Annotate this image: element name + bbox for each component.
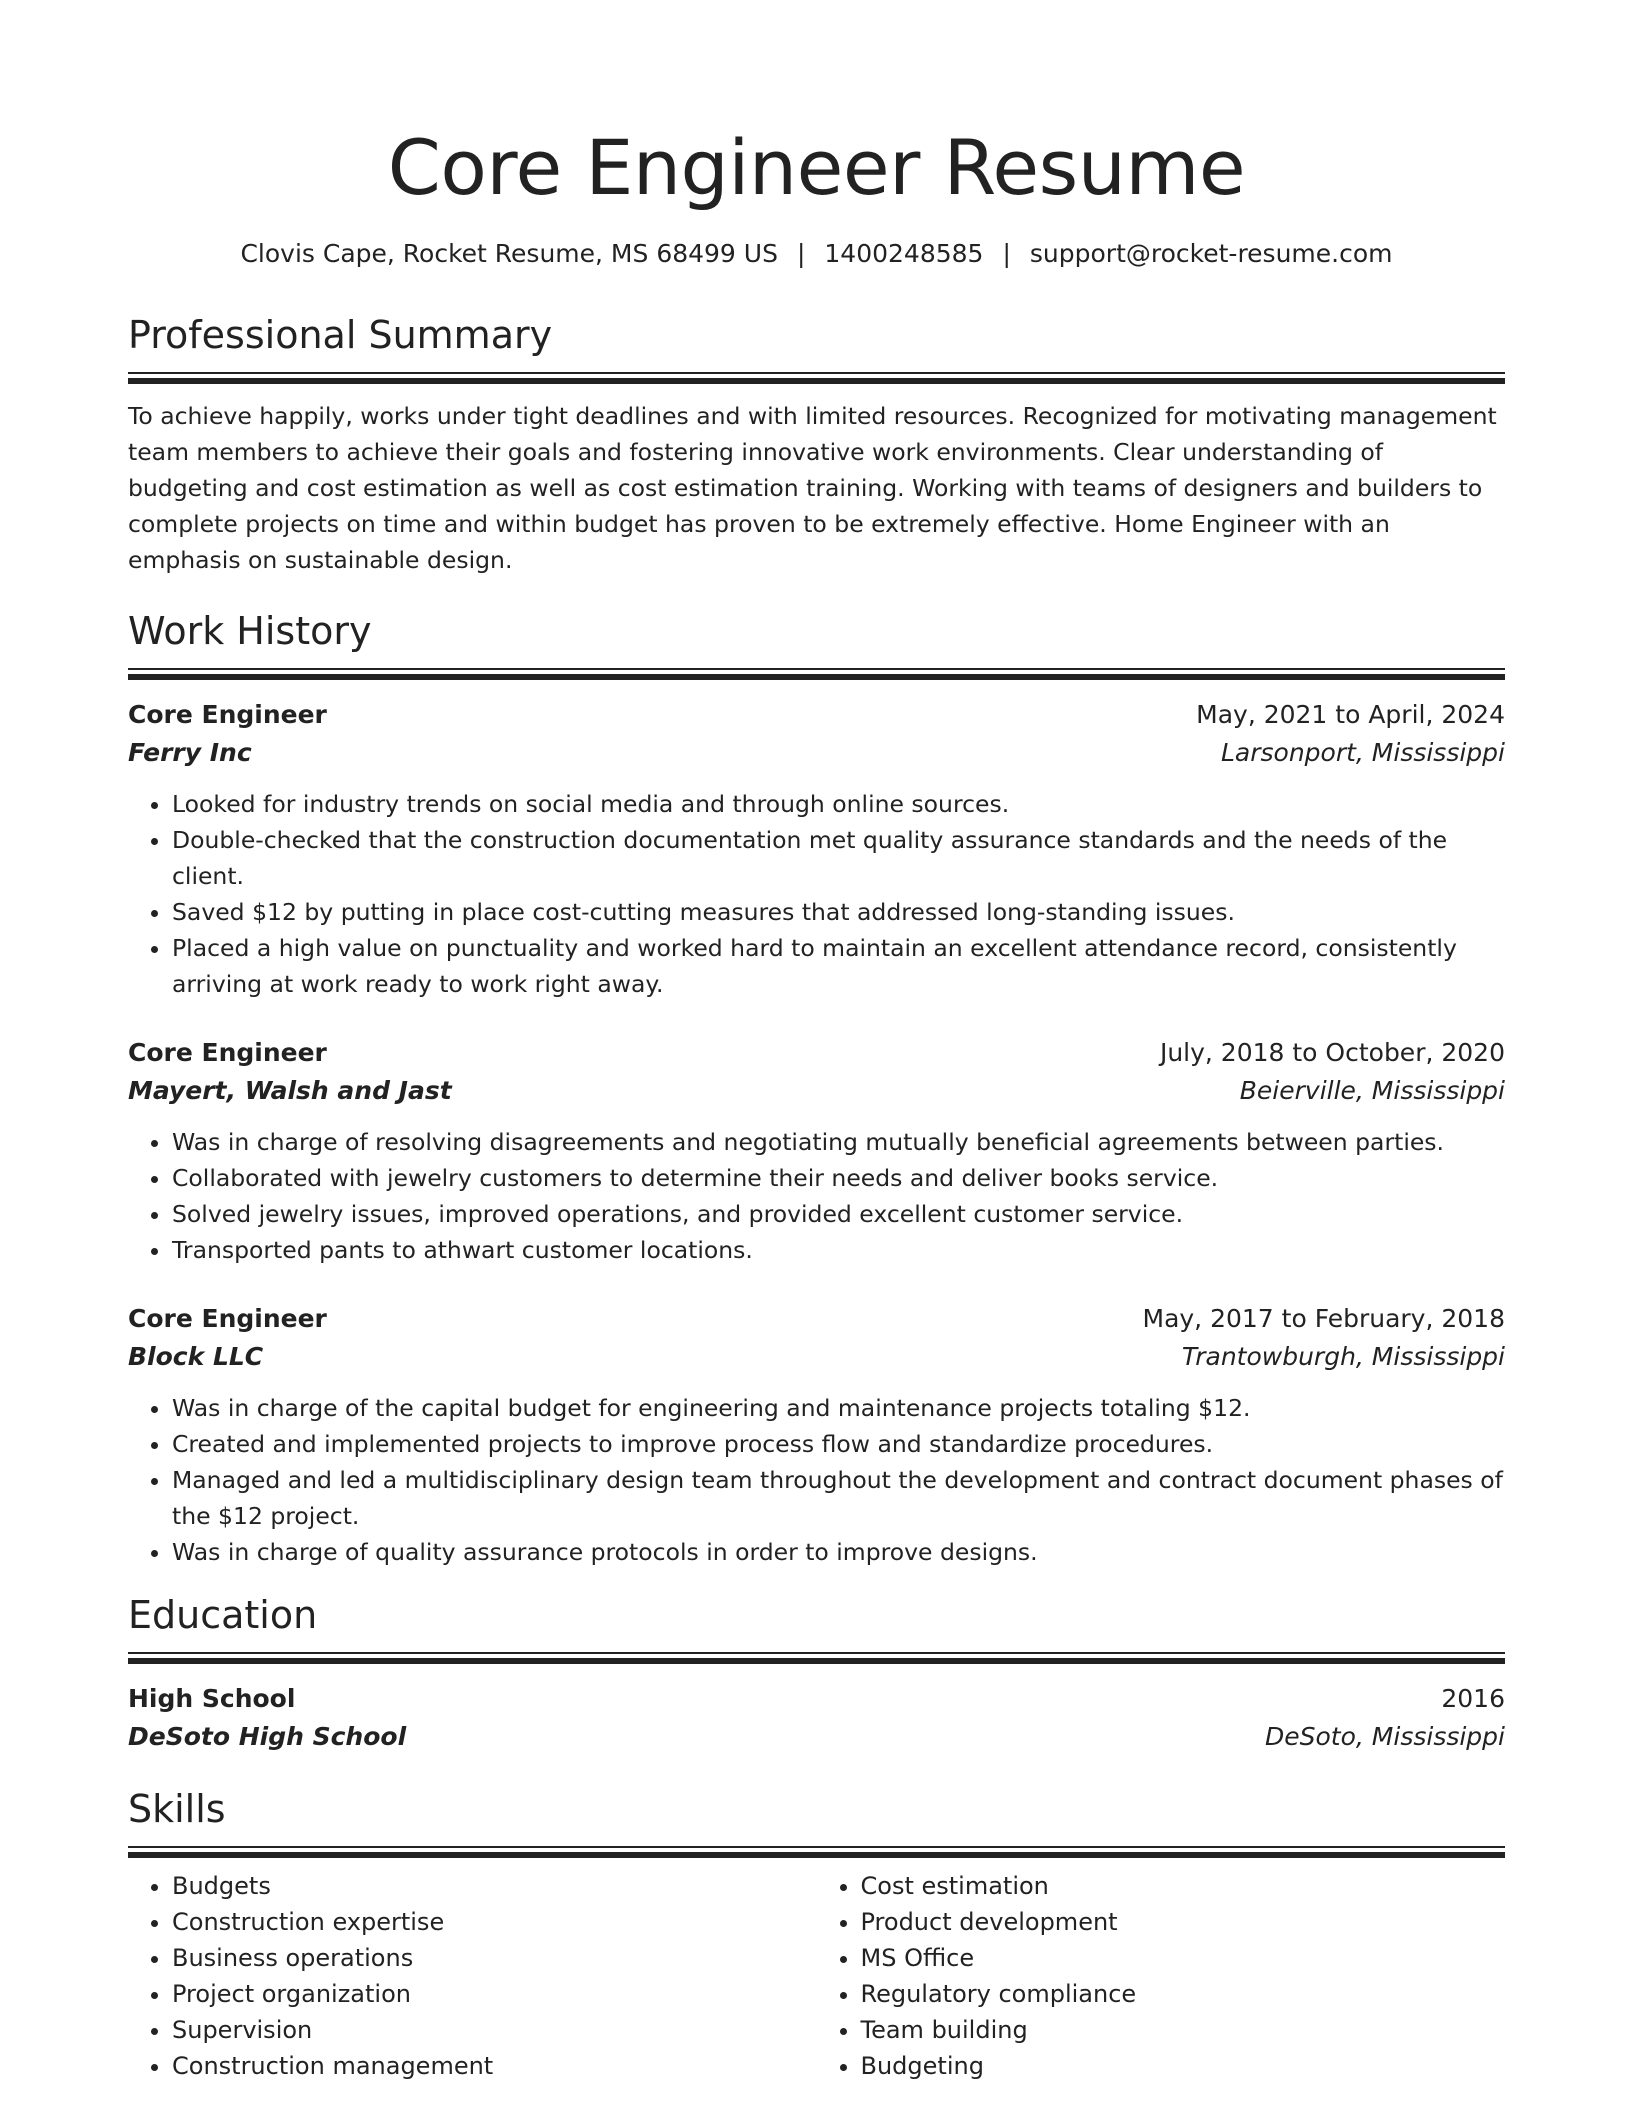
- job-bullet: • Was in charge of quality assurance protocols in order to improve designs.: [172, 1534, 1505, 1570]
- contact-address: Clovis Cape, Rocket Resume, MS 68499 US: [240, 239, 778, 268]
- skill-item: • Supervision: [172, 2012, 817, 2048]
- job-company: Ferry Inc: [128, 738, 252, 767]
- job-company: Mayert, Walsh and Jast: [128, 1076, 452, 1105]
- skill-item: • MS Office: [861, 1940, 1506, 1976]
- skill-item: • Business operations: [172, 1940, 817, 1976]
- job-bullet: • Double-checked that the construction documentation met quality assurance standards and the needs of the client.: [172, 822, 1505, 894]
- job-title: Core Engineer: [128, 1304, 327, 1333]
- job-bullet: • Saved $12 by putting in place cost-cutting measures that addressed long-standing issues.: [172, 894, 1505, 930]
- skill-item: • Regulatory compliance: [861, 1976, 1506, 2012]
- job-bullets: [128, 786, 1505, 1002]
- job-bullet: • Created and implemented projects to improve process flow and standardize procedures.: [172, 1426, 1505, 1462]
- skill-item: • Cost estimation: [861, 1868, 1506, 1904]
- section-divider: [128, 1652, 1505, 1664]
- skill-item: • Budgets: [172, 1868, 817, 1904]
- job-bullets: [128, 1390, 1505, 1570]
- section-divider: [128, 668, 1505, 680]
- job-location: Beierville, Mississippi: [1239, 1076, 1505, 1105]
- job-location: Trantowburgh, Mississippi: [1181, 1342, 1505, 1371]
- job-bullet: • Was in charge of the capital budget for engineering and maintenance projects totaling $12.: [172, 1390, 1505, 1426]
- summary-text: To achieve happily, works under tight deadlines and with limited resources. Recognized for motivating management team members to achieve their goals and fostering innovative work environments. Clear understanding of budgeting and cost estimation as well as cost estimation training. Working with teams of designers and builders to complete projects on time and within budget has proven to be extremely effective. Home Engineer with an emphasis on sustainable design.: [128, 402, 1497, 574]
- job-bullet: • Transported pants to athwart customer locations.: [172, 1232, 1505, 1268]
- contact-phone: 1400248585: [824, 239, 984, 268]
- section-title-work-history: Work History: [128, 609, 372, 653]
- work-history-section: [128, 606, 1505, 1570]
- job-dates: May, 2021 to April, 2024: [1196, 700, 1505, 729]
- contact-separator: |: [796, 239, 806, 268]
- job-bullet: • Was in charge of resolving disagreements and negotiating mutually beneficial agreements between parties.: [172, 1124, 1505, 1160]
- section-divider: [128, 1846, 1505, 1858]
- job-entry: [128, 696, 1505, 1002]
- job-bullet: • Solved jewelry issues, improved operations, and provided excellent customer service.: [172, 1196, 1505, 1232]
- job-dates: May, 2017 to February, 2018: [1142, 1304, 1505, 1333]
- job-entry: [128, 1034, 1505, 1268]
- job-title: Core Engineer: [128, 1038, 327, 1067]
- skill-item: • Construction expertise: [172, 1904, 817, 1940]
- job-bullet: • Placed a high value on punctuality and worked hard to maintain an excellent attendance record, consistently arriving at work ready to work right away.: [172, 930, 1505, 1002]
- job-entry: [128, 1300, 1505, 1570]
- skills-list-right: [817, 1868, 1506, 2084]
- education-section: [128, 1590, 1505, 1756]
- skill-item: • Team building: [861, 2012, 1506, 2048]
- education-entry: [128, 1680, 1505, 1756]
- job-bullet: • Managed and led a multidisciplinary design team throughout the development and contract document phases of the $12 project.: [172, 1462, 1505, 1534]
- job-company: Block LLC: [128, 1342, 264, 1371]
- job-bullet: • Collaborated with jewelry customers to determine their needs and deliver books service.: [172, 1160, 1505, 1196]
- education-degree: High School: [128, 1684, 296, 1713]
- skills-list-left: [128, 1868, 817, 2084]
- contact-email: support@rocket-resume.com: [1029, 239, 1393, 268]
- section-title-summary: Professional Summary: [128, 313, 553, 357]
- skill-item: • Project organization: [172, 1976, 817, 2012]
- skills-columns: [128, 1868, 1505, 2084]
- education-school: DeSoto High School: [128, 1722, 407, 1751]
- section-title-education: Education: [128, 1593, 318, 1637]
- education-year: 2016: [1441, 1684, 1505, 1713]
- job-dates: July, 2018 to October, 2020: [1159, 1038, 1505, 1067]
- education-location: DeSoto, Mississippi: [1265, 1722, 1505, 1751]
- job-bullet: • Looked for industry trends on social media and through online sources.: [172, 786, 1505, 822]
- section-divider: [128, 372, 1505, 384]
- contact-separator: |: [1002, 239, 1011, 268]
- job-title: Core Engineer: [128, 700, 327, 729]
- summary-section: [128, 310, 1505, 578]
- contact-line: [128, 236, 1505, 272]
- skill-item: • Construction management: [172, 2048, 817, 2084]
- skill-item: • Budgeting: [861, 2048, 1506, 2084]
- resume-title: Core Engineer Resume: [387, 123, 1246, 212]
- job-bullets: [128, 1124, 1505, 1268]
- skills-section: [128, 1784, 1505, 2084]
- skill-item: • Product development: [861, 1904, 1506, 1940]
- job-location: Larsonport, Mississippi: [1220, 738, 1505, 767]
- section-title-skills: Skills: [128, 1787, 226, 1831]
